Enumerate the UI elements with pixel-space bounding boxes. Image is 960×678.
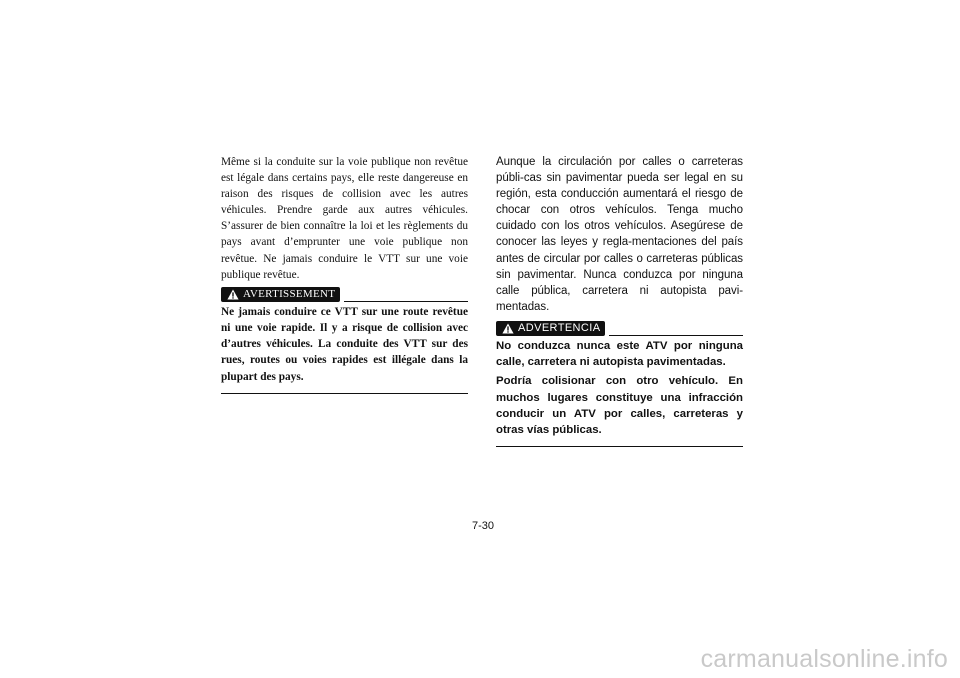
french-warning-badge	[221, 287, 340, 302]
french-warning-text: Ne jamais conduire ce VTT sur une route revêtue ni une voie rapide. Il y a risque de collision avec d’autres véhicules. La conduite des VTT sur des rues, routes ou voies rapides est illégale dans la plupart des pays.	[221, 305, 468, 383]
warning-triangle-icon	[227, 289, 239, 300]
spanish-warning-end-rule	[496, 446, 743, 447]
french-column	[221, 154, 468, 394]
page-number: 7-30	[472, 520, 495, 532]
spanish-warning-text-1: No conduzca nunca este ATV por ninguna calle, carretera ni autopista pavimentadas.	[496, 339, 743, 369]
spanish-warning-label: ADVERTENCIA	[518, 322, 601, 335]
spanish-warning-text-2: Podría colisionar con otro vehículo. En muchos lugares constituye una infracción conducir un ATV por calles, carreteras y otras vías públicas.	[496, 375, 743, 436]
french-warning-end-rule	[221, 393, 468, 394]
watermark: carmanualsonline.info	[700, 645, 948, 673]
warning-triangle-icon	[502, 323, 514, 334]
spanish-warning-badge	[496, 321, 605, 336]
spanish-column	[496, 154, 743, 447]
french-paragraph: Même si la conduite sur la voie publique non revêtue est légale dans certains pays, elle reste dangereuse en raison des risques de collision avec les autres véhicules. Prendre garde aux autres véhicules. S’assurer de bien connaître la loi et les règlements du pays avant d’emprunter une voie publique non revêtue. Ne jamais conduire le VTT sur une voie publique revêtue.	[221, 156, 468, 281]
spanish-warning-rule	[609, 335, 743, 336]
spanish-paragraph: Aunque la circulación por calles o carreteras públi-cas sin pavimentar pueda ser legal en su región, esta conducción aumentará el riesgo de chocar con otros vehículos. Tenga mucho cuidado con los otros vehículos. Asegúrese de conocer las leyes y regla-mentaciones del país antes de circular por calles o carreteras públicas sin pavimentar. Nunca conduzca por ninguna calle pública, carretera ni autopista pavi-mentadas.	[496, 156, 743, 313]
french-warning-rule	[344, 301, 468, 302]
french-warning-label: AVERTISSEMENT	[243, 288, 336, 301]
spanish-warning-header	[496, 321, 743, 336]
french-warning-header	[221, 287, 468, 302]
